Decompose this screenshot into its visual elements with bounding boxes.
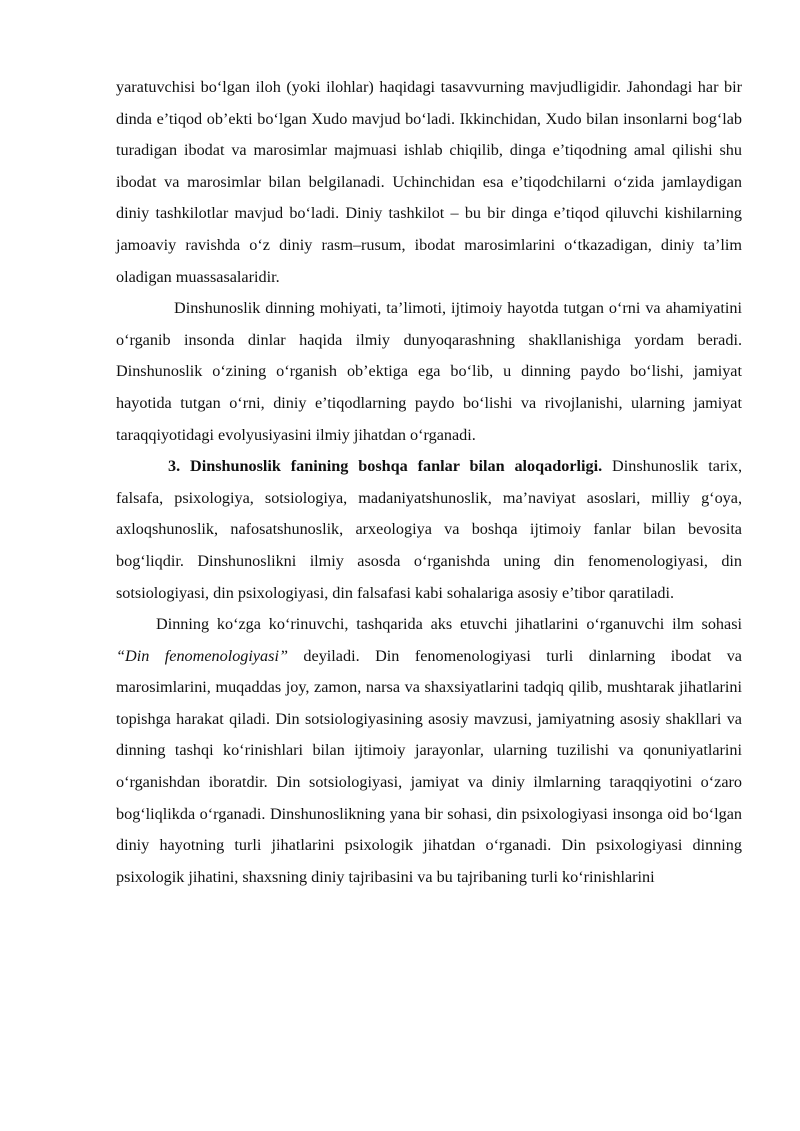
paragraph-din-fenomenologiyasi (116, 609, 742, 893)
paragraph-continuation: yaratuvchisi bo‘lgan iloh (yoki ilohlar) haqidagi tasavvurning mavjudligidir. Jahondagi har bir dinda e’tiqod ob’ekti bo‘lgan Xudo mavjud bo‘ladi. Ikkinchidan, Xudo bilan insonlarni bog‘lab turadigan ibodat va marosimlar majmuasi ishlab chiqilib, dinga e’tiqodning amal qilishi shu ibodat va marosimlar bilan belgilanadi. Uchinchidan esa e’tiqodchilarni o‘zida jamlaydigan diniy tashkilotlar mavjud bo‘ladi. Diniy tashkilot – bu bir dinga e’tiqod qiluvchi kishilarning jamoaviy ravishda o‘z diniy rasm–rusum, ibodat marosimlarini o‘tkazadigan, diniy ta’lim oladigan muassasalaridir. (116, 78, 742, 286)
section-3-body: Dinshunoslik tarix, falsafa, psixologiya, sotsiologiya, madaniyatshunoslik, ma’naviyat asoslari, milliy g‘oya, axloqshunoslik, nafosatshunoslik, arxeologiya va boshqa ijtimoiy fanlar bilan bevosita bog‘liqdir. Dinshunoslikni ilmiy asosda o‘rganishda uning din fenomenologiyasi, din sotsiologiyasi, din psixologiyasi, din falsafasi kabi sohalariga asosiy e’tibor qaratiladi. (116, 457, 742, 602)
term-din-fenomenologiyasi: “Din fenomenologiyasi” (116, 646, 288, 665)
paragraph-dinshunoslik-definition: Dinshunoslik dinning mohiyati, ta’limoti, ijtimoiy hayotda tutgan o‘rni va ahamiyatini o‘rganib insonda dinlar haqida ilmiy dunyoqarashning shakllanishiga yordam beradi. Dinshunoslik o‘zining o‘rganish ob’ektiga ega bo‘lib, u dinning paydo bo‘lishi, jamiyat hayotida tutgan o‘rni, diniy e’tiqodlarning paydo bo‘lishi va rivojlanishi, ularning jamiyat taraqqiyotidagi evolyusiyasini ilmiy jihatdan o‘rganadi. (116, 299, 742, 444)
document-page (116, 72, 742, 893)
paragraph-text-after-term: deyiladi. Din fenomenologiyasi turli dinlarning ibodat va marosimlarini, muqaddas joy, zamon, narsa va shaxsiyatlarini tadqiq qilib, mushtarak jihatlarini topishga harakat qiladi. Din sotsiologiyasining asosiy mavzusi, jamiyatning asosiy shakllari va dinning tashqi ko‘rinishlari bilan ijtimoiy jarayonlar, ularning tuzilishi va qonuniyatlarini o‘rganishdan iboratdir. Din sotsiologiyasi, jamiyat va diniy ilmlarning taraqqiyotini o‘zaro bog‘liqlikda o‘rganadi. Dinshunoslikning yana bir sohasi, din psixologiyasi insonga oid bo‘lgan diniy hayotning turli jihatlarini psixologik jihatdan o‘rganadi. Din psixologiyasi dinning psixologik jihatini, shaxsning diniy tajribasini va bu tajribaning turli ko‘rinishlarini (116, 646, 742, 886)
paragraph-section-3 (116, 451, 742, 609)
section-heading: 3. Dinshunoslik fanining boshqa fanlar bilan aloqadorligi. (168, 457, 603, 476)
paragraph-text-before-term: Dinning ko‘zga ko‘rinuvchi, tashqarida aks etuvchi jihatlarini o‘rganuvchi ilm sohasi (156, 615, 742, 634)
